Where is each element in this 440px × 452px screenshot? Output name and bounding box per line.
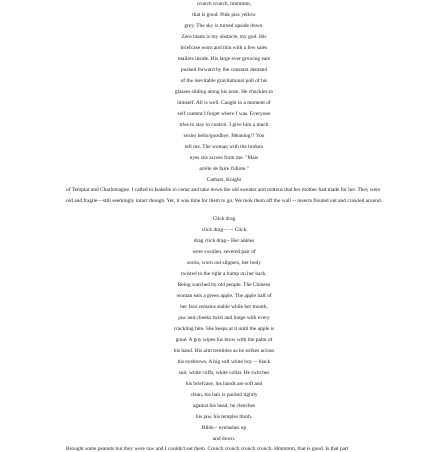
text-line: tell me. The woman with the broken: [184, 144, 264, 150]
text-line: click drag— -- Click: [201, 227, 247, 233]
text-line: Click drag: [212, 216, 236, 222]
text-line: eyes sits across from me. "Mais: [189, 155, 259, 161]
text-line: Zero blank is my obstacle, my god. His: [181, 34, 267, 40]
text-line: mailers inside. His large ever growing ears: [177, 56, 271, 62]
text-line: of the inevitable gravitational pull of his: [180, 78, 268, 84]
text-line: were swollen, severed pair of: [192, 249, 256, 255]
text-line: his jaw, his temples throb.: [195, 414, 253, 420]
text-line: her face remains stable while her mouth,: [180, 304, 268, 310]
text-line: crunch crunch, hmmmm,: [196, 1, 252, 7]
text-line: glasses sliding along his nose. He chuckles to: [174, 89, 274, 95]
text-line: woman eats a green apple. The apple half of: [176, 293, 272, 299]
text-line: Brought some peanuts but they were raw and I couldn't eat them. Crunch crunch crunch crunch. Hmmmm, that is good. Is that part: [66, 446, 349, 452]
text-line: Blink-- eyelashes up: [201, 425, 247, 431]
text-line: of Templar and Charlemagne. I called to Isabelle to come and take down the old sweater and mittens that her mother had made for her. They were: [66, 187, 381, 193]
text-line: arrête de faire l'idiote.": [199, 166, 249, 172]
text-line: tries to stay in control. I give him a much: [179, 122, 269, 128]
text-line: sexier hello/goodbye. Meaning!? You: [183, 133, 265, 139]
text-line: drag click drag-- Her ankles: [193, 238, 255, 244]
text-line: pushed forward by the constant demand: [180, 67, 268, 73]
text-line: old and fragile—still seemingly intact though. Yet, it was time for them to go. We took them off the wall -- insects flouted out and crawled around.: [66, 198, 382, 204]
text-line: that is good. Pink piss yellow: [192, 12, 256, 18]
text-line: jaw and cheeks twist and lunge with every: [178, 315, 270, 321]
text-line: himself. All is well. Caught in a moment of: [177, 100, 271, 106]
text-line: against his head, he clenches: [192, 403, 256, 409]
text-line: crackling bite. She keeps at it until the apple is: [173, 326, 275, 332]
text-line: Cathars, Knight: [206, 177, 242, 183]
text-line: twisted to the right a hump on her back.: [181, 271, 267, 277]
text-line: his hand. His arm trembles as he strikes across: [173, 348, 275, 354]
text-line: and down.: [212, 436, 236, 442]
text-line: suit, white cuffs, white collar. He twitches: [178, 370, 270, 376]
text-line: socks, worn out slippers, her body: [187, 260, 261, 266]
text-line: self content I forget where I was. Everyone: [177, 111, 271, 117]
text-line: grey. The sky is turned upside down.: [184, 23, 264, 29]
text-line: clean, his hair is packed tightly: [190, 392, 258, 398]
text-line: Being watched by old people. The Chinese: [177, 282, 271, 288]
text-line: his eyebrows. A big soft white boy -- black: [177, 359, 271, 365]
text-line: briefcase worn and thin with a few sales: [180, 45, 268, 51]
text-line: gone. A guy wipes his brow with the palm of: [175, 337, 273, 343]
text-line: his briefcase, his hands are soft and: [185, 381, 263, 387]
